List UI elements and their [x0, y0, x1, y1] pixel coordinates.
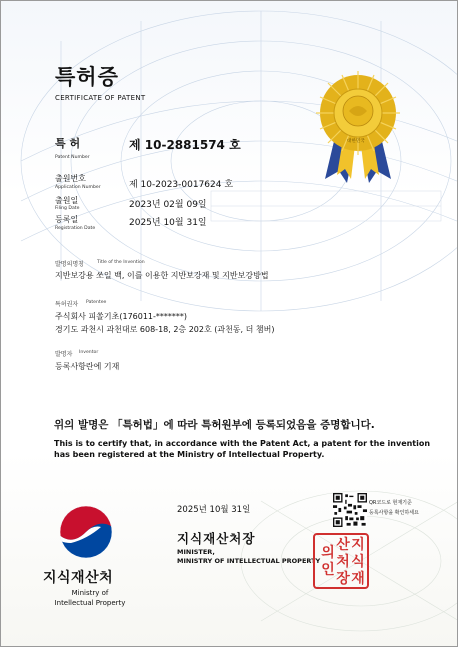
application-label-en: Application Number [55, 185, 101, 190]
registration-date: 2025년 10월 31일 [129, 218, 207, 228]
issue-date: 2025년 10월 31일 [177, 505, 251, 515]
patent-number: 제 10-2881574 호 [129, 138, 241, 152]
registration-label: 등록일 [55, 215, 79, 224]
patentee-name: 주식회사 피쏠기초(176011-*******) [55, 312, 188, 321]
filing-label-en: Filing Date [55, 206, 80, 211]
inventor-label: 발명자 [55, 351, 73, 358]
taegeuk-logo-icon [57, 503, 115, 561]
invention-title: 지반보강용 쏘일 백, 이를 이용한 지반보강재 및 지반보강방법 [55, 271, 269, 280]
qr-code-icon [333, 493, 367, 527]
gold-seal-text: 대한민국 [347, 139, 365, 144]
declaration-korean: 위의 발명은 「특허법」에 따라 특허원부에 등록되었음을 증명합니다. [54, 419, 375, 431]
patentee-label-en: Patentee [86, 300, 107, 305]
registration-label-en: Registration Date [55, 226, 96, 231]
application-label: 출원번호 [55, 174, 86, 183]
official-red-stamp: 지 식 재 산 처 장 의 인 [313, 533, 369, 589]
minister-title-korean: 지식재산처장 [177, 531, 256, 546]
patentee-address: 경기도 과천시 과천대로 608-18, 2층 202호 (과천동, 더 챔버) [55, 325, 275, 334]
application-number: 제 10-2023-0017624 호 [129, 180, 234, 190]
invention-label-en: Title of the Invention [97, 260, 145, 265]
qr-note-line2: 등록사항을 확인하세요 [369, 510, 419, 516]
qr-note-line1: QR코드로 현재기준 [369, 500, 412, 506]
kipo-logo-en-line2: Intellectual Property [54, 599, 126, 607]
inventor-label-en: Inventor [79, 350, 99, 355]
filing-date: 2023년 02월 09일 [129, 200, 207, 210]
patent-label: 특 허 [55, 137, 81, 150]
minister-title-en-line2: MINISTRY OF INTELLECTUAL PROPERTY [177, 557, 321, 565]
declaration-english-line1: This is to certify that, in accordance with the Patent Act, a patent for the invention [54, 439, 431, 448]
minister-title-en-line1: MINISTER, [177, 548, 215, 556]
inventor-value: 등록사항란에 기재 [55, 362, 120, 371]
patent-label-en: Patent Number [55, 155, 90, 160]
filing-label: 출원일 [55, 196, 79, 205]
patentee-label: 특허권자 [55, 301, 79, 308]
kipo-logo-text: 지식재산처 [43, 570, 114, 586]
page-subtitle: CERTIFICATE OF PATENT [55, 94, 146, 102]
invention-label: 발명의명칭 [55, 261, 84, 268]
page-title: 특허증 [55, 65, 119, 89]
gold-seal-emblem [299, 67, 417, 185]
declaration-english-line2: has been registered at the Ministry of Intellectual Property. [54, 450, 325, 459]
kipo-logo-en-line1: Ministry of [71, 589, 109, 597]
